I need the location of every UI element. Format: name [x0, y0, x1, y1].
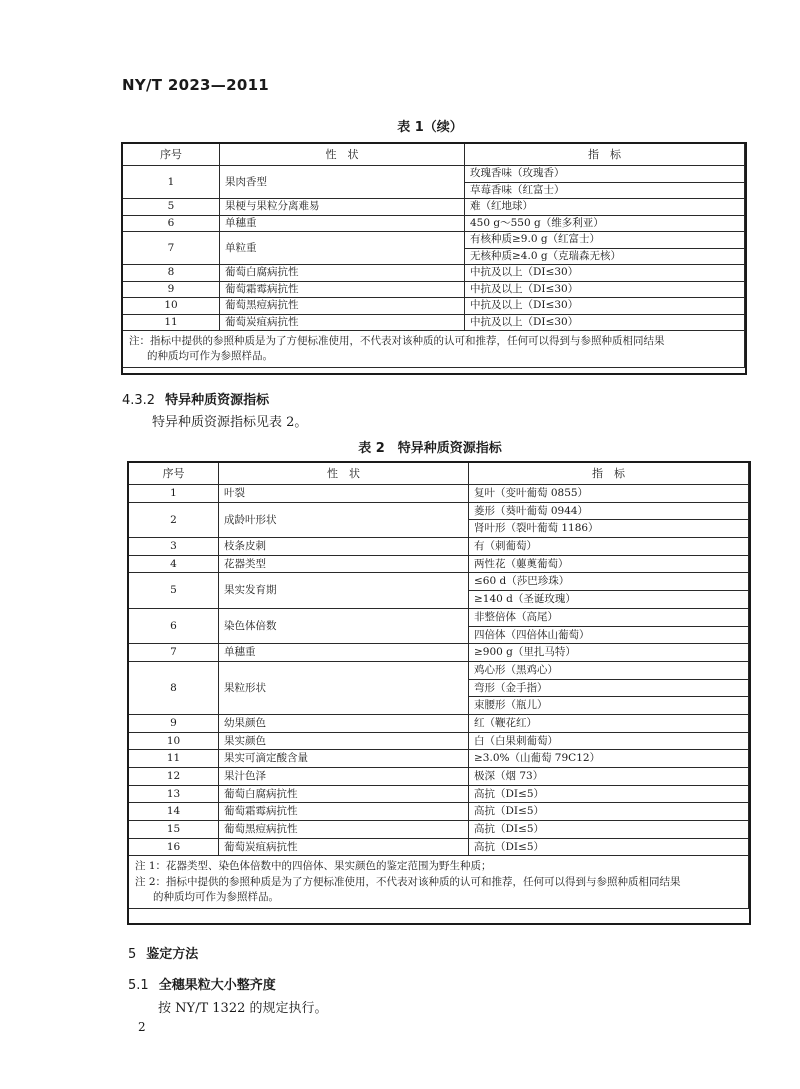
row-number: 15 [129, 821, 219, 839]
table-row [123, 314, 745, 331]
index-cell: 弯形（金手指） [469, 679, 749, 697]
table-row [129, 555, 749, 573]
index-cell: 有（刺葡萄） [469, 538, 749, 556]
table-row [129, 644, 749, 662]
index-cell: 无核种质≥4.0 g（克瑞森无核） [465, 248, 745, 265]
row-number: 9 [129, 714, 219, 732]
table-row [123, 281, 745, 298]
trait-cell: 葡萄黑痘病抗性 [219, 821, 469, 839]
index-cell: ≥3.0%（山葡萄 79C12） [469, 750, 749, 768]
index-cell: 高抗（DI≤5） [469, 785, 749, 803]
table-row [129, 573, 749, 591]
trait-cell: 成龄叶形状 [219, 502, 469, 537]
index-cell: ≤60 d（莎巴珍珠） [469, 573, 749, 591]
section-5-1-text: 按 NY/T 1322 的规定执行。 [158, 1001, 328, 1016]
trait-cell: 葡萄炭疽病抗性 [219, 838, 469, 856]
trait-cell: 单穗重 [220, 215, 465, 232]
row-number: 8 [123, 265, 220, 282]
row-number: 7 [123, 232, 220, 265]
index-cell: 玫瑰香味（玫瑰香） [465, 166, 745, 183]
section-title: 全穗果粒大小整齐度 [158, 978, 276, 993]
index-cell: 450 g～550 g（维多利亚） [465, 215, 745, 232]
table-note-line: 的种质均可作为参照样品。 [153, 890, 279, 903]
row-number: 5 [123, 199, 220, 216]
row-number: 16 [129, 838, 219, 856]
section-number: 5 [128, 947, 137, 962]
row-number: 3 [129, 538, 219, 556]
table2 [128, 462, 749, 909]
table-row [129, 821, 749, 839]
table-row [123, 265, 745, 282]
index-cell: ≥140 d（圣诞玫瑰） [469, 591, 749, 609]
row-number: 8 [129, 661, 219, 714]
trait-cell: 果肉香型 [220, 166, 465, 199]
table-note-row [129, 856, 749, 909]
table-note-line: 的种质均可作为参照样品。 [147, 350, 273, 363]
row-number: 4 [129, 555, 219, 573]
row-number: 6 [129, 608, 219, 643]
standard-number: NY/T 2023—2011 [122, 76, 270, 94]
row-number: 5 [129, 573, 219, 608]
trait-cell: 葡萄霜霉病抗性 [219, 803, 469, 821]
trait-cell: 单穗重 [219, 644, 469, 662]
trait-cell: 葡萄白腐病抗性 [220, 265, 465, 282]
index-cell: 鸡心形（黑鸡心） [469, 661, 749, 679]
row-number: 10 [123, 298, 220, 315]
index-cell: 复叶（变叶葡萄 0855） [469, 485, 749, 503]
index-cell: 中抗及以上（DI≤30） [465, 298, 745, 315]
section-4-3-2-text: 特异种质资源指标见表 2。 [152, 415, 308, 430]
table2-header-index: 指 标 [469, 463, 749, 485]
trait-cell: 叶裂 [219, 485, 469, 503]
table1-header-index: 指 标 [465, 144, 745, 166]
table1 [122, 143, 745, 368]
trait-cell: 果实颜色 [219, 732, 469, 750]
trait-cell: 果实可滴定酸含量 [219, 750, 469, 768]
table-note [123, 331, 745, 368]
row-number: 14 [129, 803, 219, 821]
table-row [129, 785, 749, 803]
index-cell: 红（鞭花红） [469, 714, 749, 732]
index-cell: 束腰形（瓶儿） [469, 697, 749, 715]
index-cell: 难（红地球） [465, 199, 745, 216]
table-row [129, 732, 749, 750]
trait-cell: 葡萄黑痘病抗性 [220, 298, 465, 315]
table-note [129, 856, 749, 909]
index-cell: 白（白果刺葡萄） [469, 732, 749, 750]
table-row [129, 838, 749, 856]
row-number: 1 [123, 166, 220, 199]
index-cell: 非整倍体（高尾） [469, 608, 749, 626]
index-cell: 有核种质≥9.0 g（红富士） [465, 232, 745, 249]
trait-cell: 果实发育期 [219, 573, 469, 608]
row-number: 11 [123, 314, 220, 331]
row-number: 6 [123, 215, 220, 232]
index-cell: 高抗（DI≤5） [469, 803, 749, 821]
trait-cell: 果粒形状 [219, 661, 469, 714]
trait-cell: 幼果颜色 [219, 714, 469, 732]
section-number: 5.1 [128, 978, 149, 993]
index-cell: 中抗及以上（DI≤30） [465, 265, 745, 282]
trait-cell: 枝条皮刺 [219, 538, 469, 556]
row-number: 11 [129, 750, 219, 768]
table-row [129, 661, 749, 679]
table-row [129, 485, 749, 503]
trait-cell: 果梗与果粒分离难易 [220, 199, 465, 216]
table-row [129, 714, 749, 732]
table1-header-trait: 性 状 [220, 144, 465, 166]
section-number: 4.3.2 [122, 393, 156, 408]
table-row [123, 199, 745, 216]
trait-cell: 葡萄炭疽病抗性 [220, 314, 465, 331]
index-cell: 四倍体（四倍体山葡萄） [469, 626, 749, 644]
index-cell: 极深（烟 73） [469, 768, 749, 786]
index-cell: 肾叶形（裂叶葡萄 1186） [469, 520, 749, 538]
table-row [123, 215, 745, 232]
table-row [129, 502, 749, 520]
section-title: 特异种质资源指标 [165, 393, 270, 408]
section-title: 鉴定方法 [146, 947, 199, 962]
section-5-1-heading [128, 974, 276, 993]
table2-header-no: 序号 [129, 463, 219, 485]
trait-cell: 葡萄白腐病抗性 [219, 785, 469, 803]
table-row [129, 608, 749, 626]
table-note-row [123, 331, 745, 368]
table-row [123, 298, 745, 315]
table-note-line: 注 1：花器类型、染色体倍数中的四倍体、果实颜色的鉴定范围为野生种质； [135, 860, 492, 873]
table1-header-no: 序号 [123, 144, 220, 166]
index-cell: 草莓香味（红富士） [465, 182, 745, 199]
index-cell: 中抗及以上（DI≤30） [465, 281, 745, 298]
index-cell: ≥900 g（里扎马特） [469, 644, 749, 662]
index-cell: 两性花（蘡薁葡萄） [469, 555, 749, 573]
index-cell: 中抗及以上（DI≤30） [465, 314, 745, 331]
table1-caption: 表 1（续） [397, 120, 463, 135]
table-row [123, 232, 745, 249]
row-number: 9 [123, 281, 220, 298]
table-row [123, 166, 745, 183]
table-row [129, 538, 749, 556]
table2-caption: 表 2 特异种质资源指标 [358, 441, 502, 456]
row-number: 1 [129, 485, 219, 503]
table-note-line: 注 2：指标中提供的参照种质是为了方便标准使用，不代表对该种质的认可和推荐，任何可以得到与参照种质相同结果 [135, 875, 681, 888]
index-cell: 高抗（DI≤5） [469, 821, 749, 839]
trait-cell: 花器类型 [219, 555, 469, 573]
index-cell: 高抗（DI≤5） [469, 838, 749, 856]
section-4-3-2-heading [122, 389, 269, 408]
index-cell: 菱形（葵叶葡萄 0944） [469, 502, 749, 520]
page-number: 2 [138, 1020, 146, 1034]
trait-cell: 单粒重 [220, 232, 465, 265]
row-number: 7 [129, 644, 219, 662]
table-row [129, 768, 749, 786]
section-5-heading [128, 943, 198, 962]
row-number: 13 [129, 785, 219, 803]
trait-cell: 染色体倍数 [219, 608, 469, 643]
row-number: 2 [129, 502, 219, 537]
row-number: 10 [129, 732, 219, 750]
row-number: 12 [129, 768, 219, 786]
trait-cell: 葡萄霜霉病抗性 [220, 281, 465, 298]
trait-cell: 果汁色泽 [219, 768, 469, 786]
table2-header-trait: 性 状 [219, 463, 469, 485]
table-note-line: 注：指标中提供的参照种质是为了方便标准使用，不代表对该种质的认可和推荐，任何可以得到与参照种质相同结果 [129, 335, 665, 347]
table-row [129, 803, 749, 821]
table-row [129, 750, 749, 768]
